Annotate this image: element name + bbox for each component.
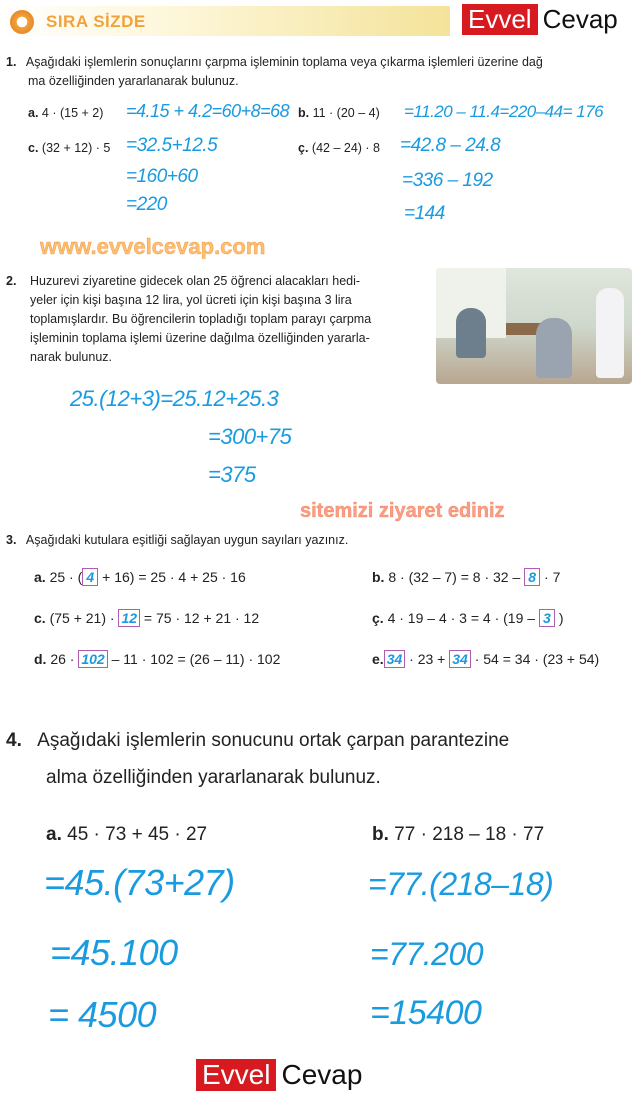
q4-b <box>372 824 544 846</box>
question-number: 2. <box>6 274 17 288</box>
item-label: c. <box>34 610 46 626</box>
question-text: toplamışlardır. Bu öğrencilerin topladığı toplam parayı çarpma <box>30 312 372 326</box>
answer-box: 8 <box>524 568 540 586</box>
question-1 <box>6 53 640 91</box>
expression: + 16) = 25 · 4 + 25 · 16 <box>98 569 246 585</box>
q1-c <box>28 139 110 158</box>
q3-d <box>34 650 280 668</box>
item-label: a. <box>34 569 46 585</box>
answer-box: 4 <box>82 568 98 586</box>
question-number: 4. <box>6 730 22 751</box>
q3-e <box>372 650 599 668</box>
expression: (42 – 24) · 8 <box>311 141 381 155</box>
handwritten-answer: =336 – 192 <box>402 170 493 191</box>
expression: · 7 <box>540 569 561 585</box>
handwritten-answer: =160+60 <box>126 166 198 187</box>
item-label: c. <box>28 141 39 155</box>
handwritten-answer: =375 <box>208 462 256 487</box>
question-text: ma özelliğinden yararlanarak bulunuz. <box>28 74 239 88</box>
handwritten-answer: =32.5+12.5 <box>126 135 218 156</box>
handwritten-answer: =77.200 <box>370 936 484 972</box>
answer-box: 3 <box>539 609 555 627</box>
item-label: a. <box>28 106 39 120</box>
q3-c <box>34 609 259 627</box>
handwritten-answer: =45.100 <box>50 932 178 973</box>
handwritten-answer: =4.15 + 4.2=60+8=68 <box>126 101 290 121</box>
item-label: d. <box>34 651 47 667</box>
expression: 4 · 19 – 4 · 3 = 4 · (19 – <box>387 610 539 626</box>
nursing-home-photo <box>436 268 632 384</box>
expression: 4 · (15 + 2) <box>41 106 104 120</box>
item-label: ç. <box>372 610 384 626</box>
logo-left: Evvel <box>196 1059 276 1091</box>
question-number: 1. <box>6 55 17 69</box>
handwritten-answer: =300+75 <box>208 424 292 449</box>
q1-a <box>28 104 103 123</box>
expression: – 11 · 102 = (26 – 11) · 102 <box>107 651 281 667</box>
expression: 8 · (32 – 7) = 8 · 32 – <box>388 569 525 585</box>
handwritten-answer: =77.(218–18) <box>368 866 554 902</box>
q4-a <box>46 824 207 846</box>
handwritten-answer: =15400 <box>370 994 482 1032</box>
item-label: a. <box>46 824 62 845</box>
question-text: Aşağıdaki işlemlerin sonucunu ortak çarpan parantezine <box>37 730 510 751</box>
question-3 <box>6 531 348 550</box>
answer-box: 34 <box>384 650 406 668</box>
expression: = 75 · 12 + 21 · 12 <box>140 610 260 626</box>
handwritten-answer: =220 <box>126 194 167 215</box>
q1-cc <box>298 139 380 158</box>
expression: 45 · 73 + 45 · 27 <box>67 824 208 845</box>
q3-cc <box>372 609 564 627</box>
handwritten-answer: 25.(12+3)=25.12+25.3 <box>70 386 279 411</box>
expression: ) <box>554 610 564 626</box>
handwritten-answer: = 4500 <box>48 994 157 1035</box>
question-text: narak bulunuz. <box>30 350 113 364</box>
expression: 11 · (20 – 4) <box>312 106 380 120</box>
watermark-site: www.evvelcevap.com <box>40 234 266 259</box>
question-text: alma özelliğinden yararlanarak bulunuz. <box>46 767 381 788</box>
evvelcevap-logo <box>462 2 618 36</box>
handwritten-answer: =144 <box>404 203 445 224</box>
watermark-visit: sitemizi ziyaret ediniz <box>300 500 505 522</box>
answer-box: 102 <box>78 650 107 668</box>
item-label: b. <box>372 569 385 585</box>
item-label: b. <box>372 824 389 845</box>
answer-box: 34 <box>449 650 471 668</box>
item-label: e. <box>372 651 384 667</box>
logo-right: Cevap <box>281 1059 363 1090</box>
question-text: işleminin toplama işlemi üzerine dağılma özelliğinden yararla- <box>30 331 370 345</box>
logo-left: Evvel <box>462 4 538 35</box>
handwritten-answer: =11.20 – 11.4=220–44= 176 <box>404 102 604 121</box>
q1-b <box>298 104 380 123</box>
question-text: Aşağıdaki işlemlerin sonuçlarını çarpma işleminin toplama veya çıkarma işlemleri üzerine dağ <box>25 55 543 69</box>
question-text: Aşağıdaki kutulara eşitliği sağlayan uygun sayıları yazınız. <box>25 533 349 547</box>
question-2 <box>6 272 426 364</box>
expression: 77 · 218 – 18 · 77 <box>394 824 545 845</box>
answer-box: 12 <box>118 609 140 627</box>
logo-right: Cevap <box>542 3 618 34</box>
section-icon <box>10 10 34 34</box>
question-text: yeler için kişi başına 12 lira, yol ücreti için kişi başına 3 lira <box>30 293 352 307</box>
item-label: b. <box>298 106 310 120</box>
footer-logo <box>196 1056 362 1094</box>
q3-b <box>372 568 560 586</box>
section-title: SIRA SİZDE <box>46 12 146 31</box>
expression: 25 · ( <box>49 569 83 585</box>
q3-a <box>34 568 246 586</box>
expression: 26 · <box>50 651 79 667</box>
question-number: 3. <box>6 533 17 547</box>
handwritten-answer: =45.(73+27) <box>44 862 235 903</box>
expression: (75 + 21) · <box>49 610 119 626</box>
question-text: Huzurevi ziyaretine gidecek olan 25 öğrenci alacakları hedi- <box>30 274 361 288</box>
expression: (32 + 12) · 5 <box>41 141 111 155</box>
expression: · 23 + <box>405 651 450 667</box>
handwritten-answer: =42.8 – 24.8 <box>400 135 501 156</box>
question-4 <box>6 722 509 796</box>
expression: · 54 = 34 · (23 + 54) <box>470 651 600 667</box>
item-label: ç. <box>298 141 309 155</box>
